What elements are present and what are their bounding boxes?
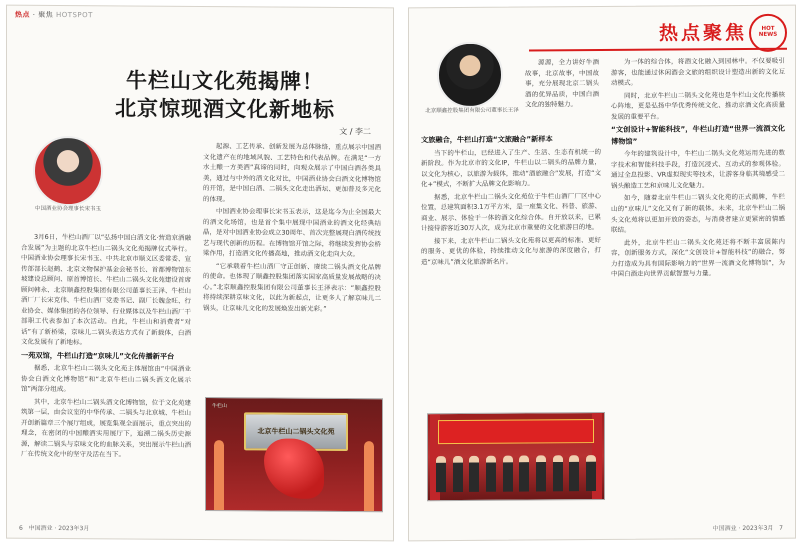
person bbox=[519, 456, 529, 492]
people-row bbox=[436, 449, 596, 492]
page-number: 6 bbox=[19, 524, 23, 532]
plaque-text: 北京牛栏山二锅头文化苑 bbox=[257, 426, 335, 436]
person bbox=[503, 456, 513, 492]
left-page bbox=[6, 5, 394, 542]
right-footer bbox=[713, 523, 783, 532]
subhead: 文旅融合，牛栏山打造“文旅融合”新样本 bbox=[421, 134, 553, 145]
paragraph: “它承载着牛栏山酒厂守正创新、赓续二锅头酒文化品牌的使命。也体现了顺鑫控股集团落实国家高质量发展战略的决心。”北京顺鑫控股集团有限公司董事长王泽表示：“顺鑫控股将持续深耕京味文化，以此为新起点，让更多人了解京味儿二锅头，让京味儿文化的发展焕发出新光彩。” bbox=[203, 261, 381, 313]
magazine-issue: 中国酒业 · 2023年3月 bbox=[712, 524, 774, 533]
portrait-photo bbox=[437, 42, 503, 108]
right-col-1 bbox=[421, 133, 601, 408]
right-page bbox=[408, 5, 796, 542]
paragraph: 中国酒业协会理事长宋书玉表示，这是迄今为止全国最大的酒文化场馆，也是首个集中展现中国酒业的酒文化经典结晶，是对中国酒业协会成立30周年、首次完整展现白酒传统技艺与现代创新的历程。在博物馆开馆之际，将继续发挥协会桥梁作用，打造酒文化传播高地，推动酒文化走向大众。 bbox=[203, 207, 381, 259]
paragraph: 接下来，北京牛栏山二锅头文化苑将以更高的标准、更好的服务、更优的体验，持续推动文化与旅游的深度融合，打造“京味儿”酒文化旅游新名片。 bbox=[421, 235, 601, 267]
group-photo bbox=[427, 412, 605, 501]
header-en: HOTSPOT bbox=[55, 10, 93, 20]
paragraph: 如今，随着北京牛栏山二锅头文化苑的正式揭牌，牛栏山的“京味儿”文化又有了新的载体。未来，北京牛栏山二锅头文化苑将以更加开放的姿态，与消费者建立更紧密的情感联结。 bbox=[611, 193, 785, 234]
left-header bbox=[15, 10, 93, 21]
header-section: 热点 bbox=[15, 10, 30, 19]
article-title-line1: 牛栏山文化苑揭牌！ bbox=[126, 67, 324, 94]
badge-line: NEWS bbox=[758, 31, 778, 38]
event-photo bbox=[205, 397, 383, 512]
paragraph: 今年的建筑设计中，牛栏山二锅头文化苑运用先进的数字技术和智能科技手段，打造沉浸式、互动式的参观体验。通过全息投影、VR虚拟现实等技术，让游客身临其境感受二锅头酿造工艺和京味儿文化魅力。 bbox=[611, 149, 785, 190]
paragraph: 当下的牛栏山，已经进入了生产、生活、生态有机统一的新阶段。作为北京市的文化IP，牛栏山以二锅头的品牌力量，以文化为核心，以旅游为载体，推动“酒旅融合”发展，打造“文化+”模式，不断扩大品牌文化影响力。 bbox=[421, 147, 601, 189]
subhead: 一苑双馆，牛栏山打造“京味儿”文化传播新平台 bbox=[21, 350, 175, 361]
author: 文 / 李二 bbox=[339, 126, 371, 137]
left-col-2 bbox=[203, 141, 381, 392]
paragraph: 源源，全力讲好牛酒故事，北京故事，中国故事，充分展现北京二锅头酒的优异品质，中国白酒文化的独特魅力。 bbox=[525, 58, 599, 109]
paragraph: 据悉，北京牛栏山二锅头文化苑主体展馆由“中国酒业协会白酒文化博物馆”和“北京牛栏山二锅头酒文化展示馆”两部分组成。 bbox=[21, 364, 191, 394]
portrait-caption: 中国酒业协会理事长宋书玉 bbox=[34, 205, 101, 213]
paragraph: 起源、工艺传承、创新发展为总体脉络，重点展示中国酒文化遗产在的地域风貌、工艺特色和代表品牌。在满足“一方水土酿一方美酒”真谛的同时，向观众展示了中国白酒各类具美，通过与中外的酒文化对比，中国酒业协会白酒文化博物馆的开馆，是中国白酒、二锅头文化走出酒坛、更加普及多元化的体现。 bbox=[203, 142, 381, 203]
section-title: 热点聚焦 bbox=[658, 21, 747, 45]
paragraph: 其中，北京牛栏山二锅头酒文化博物馆，位于文化苑建筑第一层，由会议室的中华传承、二锅头与北京城、牛栏山开创新篇章三个展厅组成，展览集观全面展示，重点突出的理念，在密闭的中国酿酒实用展厅下，追溯二锅头历史源源，解读二锅头与京味文化的血脉关系，突出展示牛栏山酒厂在传统文化中的坚守及活在当下。 bbox=[21, 397, 191, 459]
left-col-1 bbox=[21, 232, 191, 525]
article-title-line2: 北京惊现酒文化新地标 bbox=[115, 95, 335, 122]
hot-news-badge-icon bbox=[749, 14, 787, 52]
person bbox=[586, 455, 596, 491]
header-cn: 聚焦 bbox=[38, 10, 54, 19]
photo-logo: 牛栏山 bbox=[212, 403, 228, 410]
header-sep: · bbox=[32, 10, 36, 19]
person bbox=[453, 456, 463, 492]
person bbox=[486, 456, 496, 492]
red-banner bbox=[438, 419, 594, 444]
right-col-2 bbox=[611, 56, 785, 519]
paragraph: 为一体的综合体，将酒文化融入到园林中。不仅要吸引游客，也能通过休闲酒会文旅的组织设计塑造出新的文化互动模式。 bbox=[611, 56, 785, 87]
portrait-caption: 北京顺鑫控股集团有限公司董事长王泽 bbox=[425, 107, 519, 115]
title-rule bbox=[529, 48, 787, 52]
magazine-issue: 中国酒业 · 2023年3月 bbox=[28, 524, 90, 533]
paragraph: 据悉，北京牛栏山二锅头文化苑位于牛栏山酒厂厂区中心位置，总建筑面积3.1万平方米，是一座集文化、科普、旅游、商业、展示、体验于一体的酒文化综合体。自开放以来，已累计接待游客近30万人次，成为北京市重要的文化旅游目的地。 bbox=[421, 191, 601, 233]
person bbox=[469, 456, 479, 492]
flower-stand bbox=[214, 440, 224, 510]
left-footer bbox=[19, 523, 89, 532]
person bbox=[553, 455, 563, 491]
person bbox=[536, 455, 546, 491]
badge-line: HOT bbox=[761, 26, 775, 33]
person bbox=[436, 456, 446, 492]
right-col-1-top bbox=[525, 57, 599, 122]
person bbox=[569, 455, 579, 491]
flower-stand bbox=[364, 441, 374, 511]
portrait-photo bbox=[33, 136, 103, 206]
page-number: 7 bbox=[779, 524, 783, 532]
paragraph: 3月6日，牛栏山酒厂以“弘扬中国白酒文化·营造京酒融合发展”为主题的北京牛栏山二锅头文化苑揭牌仪式举行。中国酒业协会理事长宋书玉、中共北京市顺义区委常委、宣传部部长赵鹤、北京文物保护基金会秘书长、首都博物馆东坡建设总顾问、原首博馆长、牛栏山二锅头文化苑建设首席顾问韩永、北京顺鑫控股集团有限公司董事长王泽、牛栏山酒厂厂长宋克伟、牛栏山酒厂党委书记、副厂长魏金旺、行业协会、媒体集团的各位领导、行业媒体以及牛栏山酒厂干部职工代表参加了本次活动。自此，牛栏山和消费者“对话”有了新桥梁，京味儿二锅头表达方式有了新载体，白酒文化发展有了新地标。 bbox=[21, 232, 191, 347]
paragraph: 此外，北京牛栏山二锅头文化苑还将不断丰富展陈内容，创新服务方式，深化“文创设计+智能科技”的融合，努力打造成为具有国际影响力的“世界一流酒文化博物馆”，为中国白酒走向世界贡献智慧与力量。 bbox=[611, 237, 785, 279]
subhead: “文创设计+智能科技”，牛栏山打造“世界一流酒文化博物馆” bbox=[611, 123, 785, 146]
paragraph: 同时，北京牛栏山二锅头文化苑也是牛栏山文化传播核心阵地，更是弘扬中华优秀传统文化、推动京酒文化高质量发展的重要平台。 bbox=[611, 90, 785, 121]
